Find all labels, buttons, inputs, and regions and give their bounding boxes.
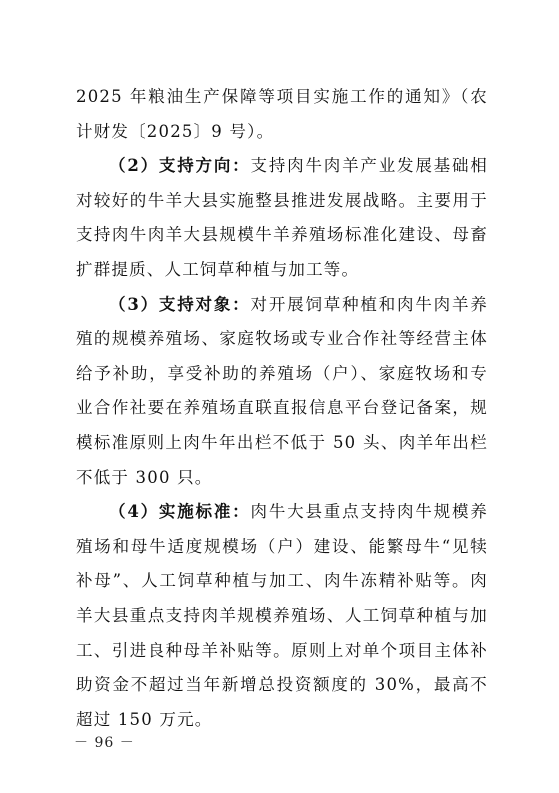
paragraph-implementation-standards (76, 495, 488, 737)
paragraph-heading: （3）支持对象： (109, 294, 251, 314)
page-number: － 96 － (74, 735, 135, 751)
paragraph-continuation (76, 80, 488, 149)
paragraph-text: 2025 年粮油生产保障等项目实施工作的通知》（农计财发〔2025〕9 号）。 (76, 87, 488, 141)
paragraph-text: 对开展饲草种植和肉牛肉羊养殖的规模养殖场、家庭牧场或专业合作社等经营主体给予补助，享受补助的养殖场（户）、家庭牧场和专业合作社要在养殖场直联直报信息平台登记备案，规模标准原则上肉牛年出栏不低于 50 头、肉羊年出栏不低于 300 只。 (76, 294, 488, 487)
paragraph-heading: （2）支持方向： (109, 156, 251, 176)
paragraph-text: 肉牛大县重点支持肉牛规模养殖场和母牛适度规模场（户）建设、能繁母牛“见犊补母”、人工饲草种植与加工、肉牛冻精补贴等。肉羊大县重点支持肉羊规模养殖场、人工饲草种植与加工、引进良种母羊补贴等。原则上对单个项目主体补助资金不超过当年新增总投资额度的 30%，最高不超过 150 万元。 (76, 502, 488, 729)
paragraph-support-targets (76, 288, 488, 496)
paragraph-heading: （4）实施标准： (109, 502, 251, 522)
body-text (76, 80, 488, 737)
paragraph-support-direction (76, 149, 488, 287)
paragraph-text: 支持肉牛肉羊产业发展基础相对较好的牛羊大县实施整县推进发展战略。主要用于支持肉牛肉羊大县规模牛羊养殖场标准化建设、母畜扩群提质、人工饲草种植与加工等。 (76, 156, 488, 279)
